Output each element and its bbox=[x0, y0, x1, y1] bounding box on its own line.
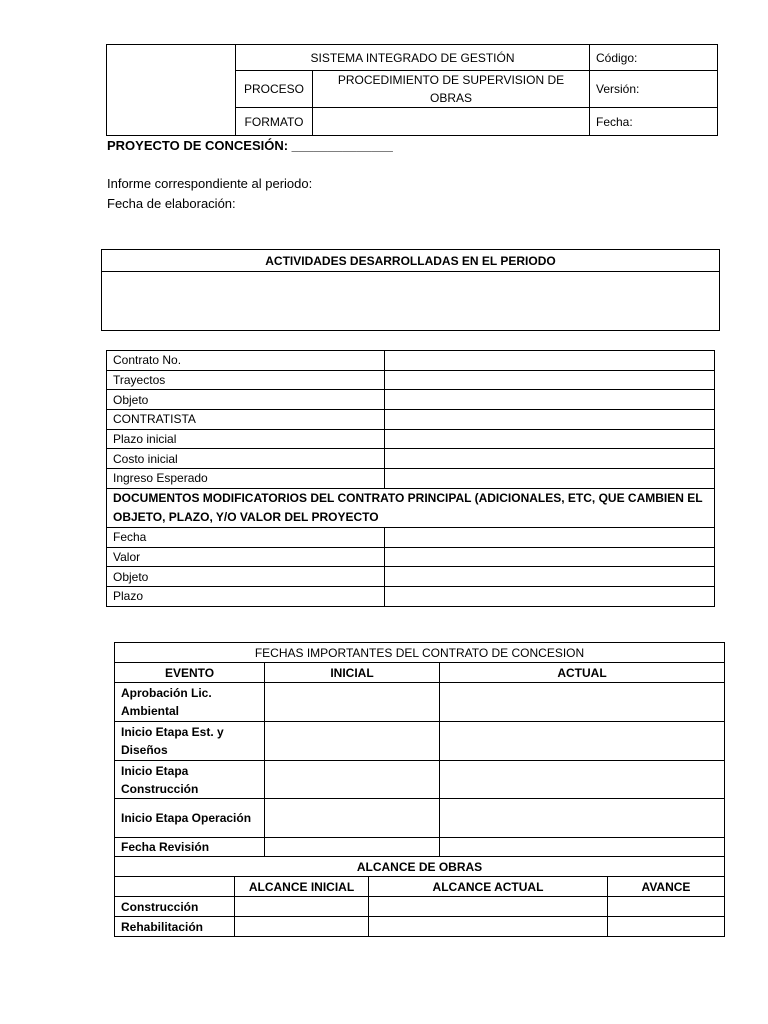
event-operacion-actual bbox=[440, 799, 725, 838]
col-avance: AVANCE bbox=[608, 877, 725, 897]
codigo-label: Código: bbox=[590, 45, 718, 71]
version-label: Versión: bbox=[590, 71, 718, 108]
event-aprobacion-inicial bbox=[265, 683, 440, 722]
trayectos-label: Trayectos bbox=[107, 370, 385, 390]
event-construccion-actual bbox=[440, 761, 725, 799]
costo-inicial-value bbox=[385, 449, 715, 469]
ingreso-esperado-label: Ingreso Esperado bbox=[107, 469, 385, 489]
doc-fecha-label: Fecha bbox=[107, 527, 385, 547]
col-inicial: INICIAL bbox=[265, 663, 440, 683]
contrato-label: Contrato No. bbox=[107, 351, 385, 371]
alcance-construccion: Construcción bbox=[115, 897, 235, 917]
rehabilitacion-inicial bbox=[235, 917, 369, 937]
doc-plazo-value bbox=[385, 586, 715, 606]
fechas-importantes-table bbox=[114, 642, 725, 937]
plazo-inicial-value bbox=[385, 429, 715, 449]
rehabilitacion-actual bbox=[369, 917, 608, 937]
fechas-title: FECHAS IMPORTANTES DEL CONTRATO DE CONCESION bbox=[115, 643, 725, 663]
header-table bbox=[106, 44, 718, 136]
logo-cell bbox=[107, 45, 236, 136]
alcance-rehabilitacion: Rehabilitación bbox=[115, 917, 235, 937]
rehabilitacion-avance bbox=[608, 917, 725, 937]
proceso-label: PROCESO bbox=[236, 71, 313, 108]
objeto-label: Objeto bbox=[107, 390, 385, 410]
event-operacion-inicial bbox=[265, 799, 440, 838]
event-revision: Fecha Revisión bbox=[115, 838, 265, 857]
col-actual: ACTUAL bbox=[440, 663, 725, 683]
doc-objeto-value bbox=[385, 567, 715, 587]
actividades-title: ACTIVIDADES DESARROLLADAS EN EL PERIODO bbox=[102, 250, 720, 272]
documentos-modificatorios-heading: DOCUMENTOS MODIFICATORIOS DEL CONTRATO PRINCIPAL (ADICIONALES, ETC, QUE CAMBIEN EL OBJETO, PLAZO, Y/O VALOR DEL PROYECTO bbox=[107, 488, 715, 527]
doc-valor-value bbox=[385, 547, 715, 567]
plazo-inicial-label: Plazo inicial bbox=[107, 429, 385, 449]
costo-inicial-label: Costo inicial bbox=[107, 449, 385, 469]
event-estudios-actual bbox=[440, 722, 725, 761]
actividades-table bbox=[101, 249, 720, 331]
construccion-avance bbox=[608, 897, 725, 917]
col-alcance-actual: ALCANCE ACTUAL bbox=[369, 877, 608, 897]
contrato-value bbox=[385, 351, 715, 371]
doc-fecha-value bbox=[385, 527, 715, 547]
proceso-value: PROCEDIMIENTO DE SUPERVISION DE OBRAS bbox=[313, 71, 590, 108]
informe-periodo-line: Informe correspondiente al periodo: bbox=[107, 176, 313, 191]
ingreso-esperado-value bbox=[385, 469, 715, 489]
event-construccion: Inicio Etapa Construcción bbox=[115, 761, 265, 799]
col-evento: EVENTO bbox=[115, 663, 265, 683]
doc-plazo-label: Plazo bbox=[107, 586, 385, 606]
proyecto-concesion-line: PROYECTO DE CONCESIÓN: ______________ bbox=[107, 138, 393, 153]
event-operacion: Inicio Etapa Operación bbox=[115, 799, 265, 838]
event-construccion-inicial bbox=[265, 761, 440, 799]
col-alcance-inicial: ALCANCE INICIAL bbox=[235, 877, 369, 897]
event-estudios: Inicio Etapa Est. y Diseños bbox=[115, 722, 265, 761]
event-aprobacion-actual bbox=[440, 683, 725, 722]
contrato-table bbox=[106, 350, 715, 607]
construccion-actual bbox=[369, 897, 608, 917]
formato-value bbox=[313, 108, 590, 136]
event-revision-actual bbox=[440, 838, 725, 857]
system-title: SISTEMA INTEGRADO DE GESTIÓN bbox=[236, 45, 590, 71]
alcance-blank-header bbox=[115, 877, 235, 897]
formato-label: FORMATO bbox=[236, 108, 313, 136]
actividades-content bbox=[102, 272, 720, 331]
event-estudios-inicial bbox=[265, 722, 440, 761]
doc-objeto-label: Objeto bbox=[107, 567, 385, 587]
alcance-title: ALCANCE DE OBRAS bbox=[115, 857, 725, 877]
doc-valor-label: Valor bbox=[107, 547, 385, 567]
fecha-elaboracion-line: Fecha de elaboración: bbox=[107, 196, 236, 211]
trayectos-value bbox=[385, 370, 715, 390]
fecha-label: Fecha: bbox=[590, 108, 718, 136]
event-aprobacion: Aprobación Lic. Ambiental bbox=[115, 683, 265, 722]
construccion-inicial bbox=[235, 897, 369, 917]
contratista-label: CONTRATISTA bbox=[107, 410, 385, 430]
contratista-value bbox=[385, 410, 715, 430]
objeto-value bbox=[385, 390, 715, 410]
event-revision-inicial bbox=[265, 838, 440, 857]
